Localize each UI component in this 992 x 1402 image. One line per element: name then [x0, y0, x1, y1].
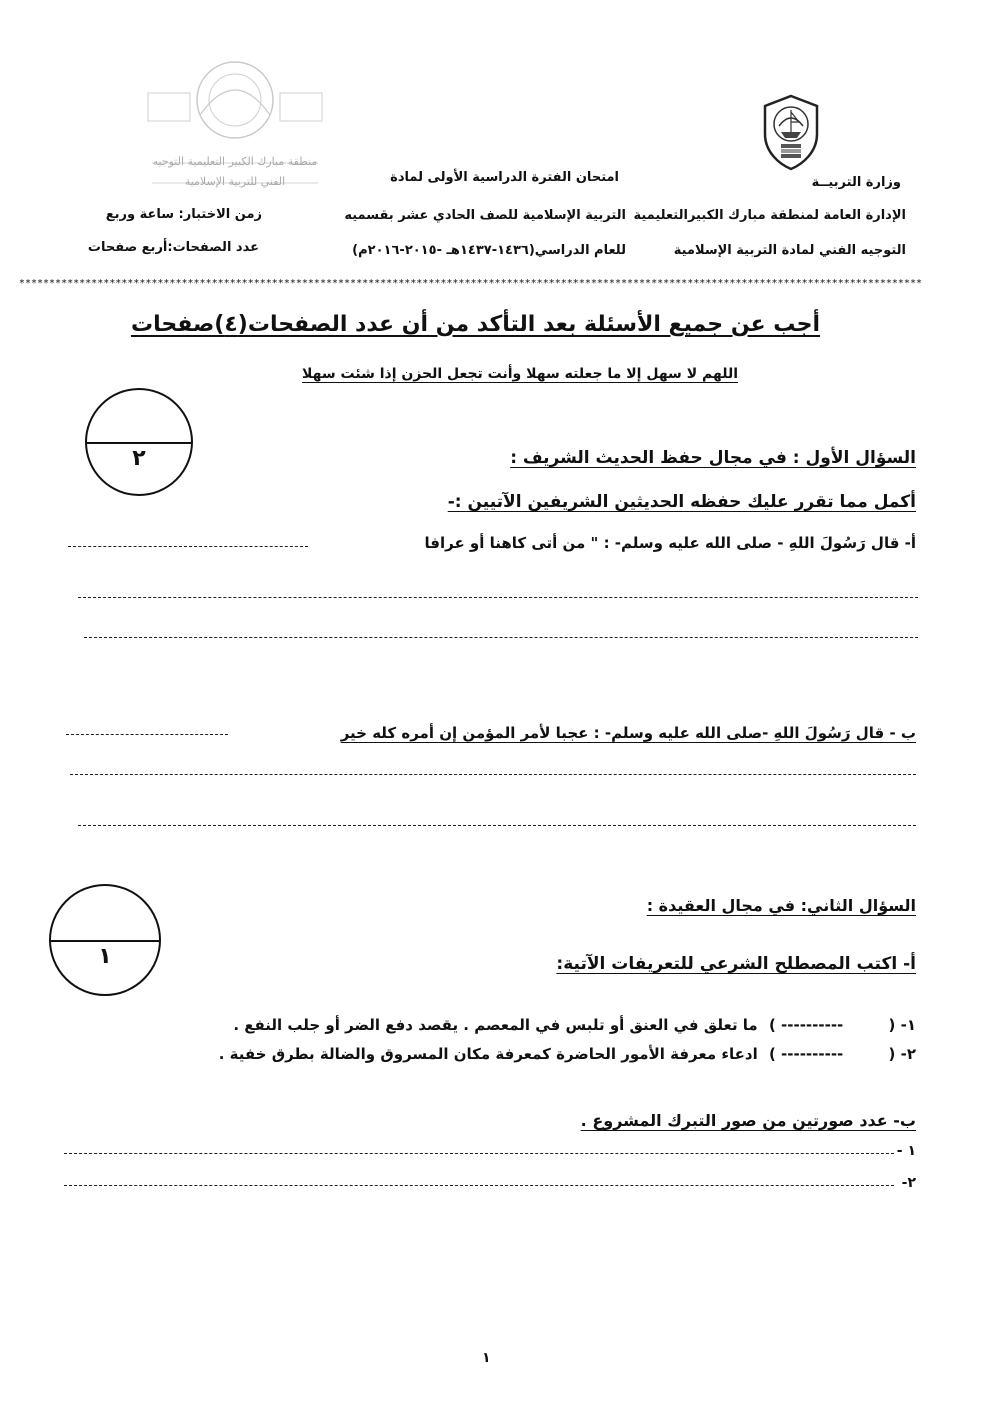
- def1-number: ١- (: [888, 1016, 916, 1034]
- q1-answer-line-a1: [78, 597, 918, 598]
- q1-hadith-b: ب - قال رَسُولَ اللهِ -صلى الله عليه وسلم- : عجبا لأمر المؤمن إن أمره كله خير: [340, 724, 916, 742]
- header-duration: زمن الاختبار: ساعة وربع: [105, 207, 262, 222]
- q1-answer-line-a2: [84, 637, 918, 638]
- q1-answer-line-a0: [68, 546, 308, 547]
- q2-part-b: ب- عدد صورتين من صور التبرك المشروع .: [580, 1111, 916, 1130]
- q1-score-circle: [85, 388, 193, 496]
- star-separator: ******************************************************************************************************************************************************: [18, 278, 922, 289]
- kuwait-emblem-icon: [755, 92, 827, 172]
- def2-blank[interactable]: ---------- ): [768, 1045, 844, 1063]
- header-directorate: الإدارة العامة لمنطقة مبارك الكبيرالتعليمية: [633, 208, 906, 223]
- q2-score-circle: [49, 884, 161, 996]
- q2-definition-1: [233, 1016, 916, 1034]
- header-exam-title: امتحان الفترة الدراسية الأولى لمادة: [390, 170, 619, 185]
- q2-definition-2: [219, 1045, 916, 1063]
- q2-item-2-label: ٢-: [901, 1175, 916, 1191]
- q2-item-1-line[interactable]: [64, 1153, 894, 1154]
- score-divider: [51, 940, 159, 942]
- header-supervision: التوجيه الفني لمادة التربية الإسلامية: [673, 243, 906, 258]
- q2-title: السؤال الثاني: في مجال العقيدة :: [646, 896, 916, 915]
- def2-text: ادعاء معرفة الأمور الحاضرة كمعرفة مكان المسروق والضالة بطرق خفية .: [218, 1045, 758, 1063]
- main-instruction: أجب عن جميع الأسئلة بعد التأكد من أن عدد الصفحات(٤)صفحات: [130, 312, 820, 337]
- q1-answer-line-b1: [70, 774, 916, 775]
- def1-blank[interactable]: ---------- ): [768, 1016, 844, 1034]
- prayer-line: اللهم لا سهل إلا ما جعلته سهلا وأنت تجعل الحزن إذا شئت سهلا: [302, 366, 738, 382]
- q2-item-1-label: ١ -: [896, 1143, 916, 1159]
- page-number: ١: [482, 1350, 491, 1366]
- q1-answer-line-b0: [66, 734, 228, 735]
- def2-number: ٢- (: [888, 1045, 916, 1063]
- q1-score: ٢: [132, 446, 146, 471]
- def1-text: ما تعلق في العنق أو تلبس في المعصم . يقصد دفع الضر أو جلب النفع .: [233, 1016, 758, 1034]
- stamp-text: منطقة مبارك الكبير التعليمية التوجيه الفني للتربية الإسلامية: [152, 155, 318, 188]
- header-school-year: للعام الدراسي(١٤٣٦-١٤٣٧هـ -٢٠١٥-٢٠١٦م): [352, 243, 626, 258]
- q2-item-2-line[interactable]: [64, 1185, 894, 1186]
- q2-score: ١: [98, 944, 112, 969]
- q2-part-a: أ- اكتب المصطلح الشرعي للتعريفات الآتية:: [556, 954, 916, 974]
- header-pages-count: عدد الصفحات:أربع صفحات: [87, 240, 259, 255]
- header-subject-grade: التربية الإسلامية للصف الحادي عشر بقسميه: [344, 208, 626, 223]
- header-ministry: وزارة التربيــة: [811, 175, 901, 190]
- q1-title: السؤال الأول : في مجال حفظ الحديث الشريف :: [510, 448, 916, 468]
- q1-hadith-a: أ- قال رَسُولَ اللهِ - صلى الله عليه وسلم- : " من أتى كاهنا أو عرافا: [424, 534, 916, 552]
- q1-answer-line-b2: [78, 825, 916, 826]
- score-divider: [87, 442, 191, 444]
- q1-instruction: أكمل مما تقرر عليك حفظه الحديثين الشريفين الآتيين :-: [447, 492, 916, 512]
